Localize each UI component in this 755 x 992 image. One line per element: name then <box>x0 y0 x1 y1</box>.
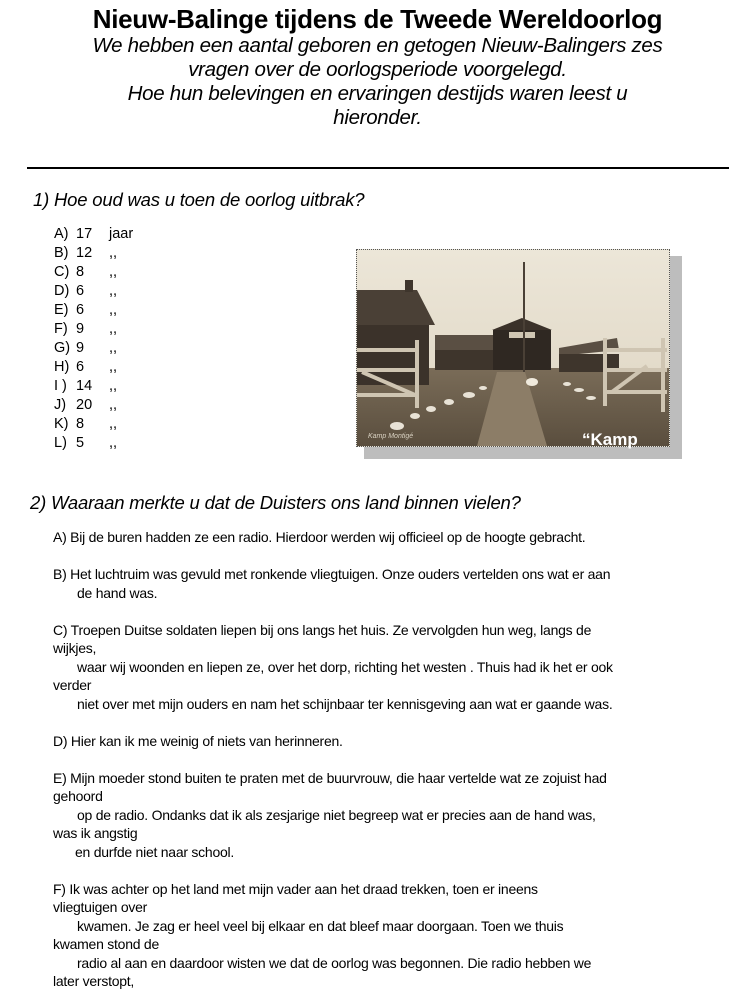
answer-letter: B) <box>54 245 69 261</box>
dog <box>526 378 538 386</box>
answer-age: 9 <box>76 321 85 337</box>
answer-age: 20 <box>76 397 93 413</box>
answer-line: op de radio. Ondanks dat ik als zesjarige niet begreep wat er precies aan de hand was, <box>77 806 596 823</box>
age-answer <box>54 320 133 339</box>
age-answer <box>54 244 133 263</box>
answer-line: F) Ik was achter op het land met mijn vader aan het draad trekken, toen er ineens <box>53 880 538 897</box>
age-answer <box>54 434 133 453</box>
page-title: Nieuw-Balinge tijdens de Tweede Wereldoorlog <box>92 4 663 34</box>
answer-f <box>53 880 733 991</box>
answer-line: A) Bij de buren hadden ze een radio. Hierdoor werden wij officieel op de hoogte gebracht. <box>53 529 586 545</box>
intro-line: vragen over de oorlogsperiode voorgelegd. <box>188 58 567 81</box>
answer-unit: ,, <box>109 416 118 432</box>
intro-line: We hebben een aantal geboren en getogen Nieuw-Balingers zes <box>92 34 663 57</box>
distant-barrack <box>435 350 503 370</box>
age-answer <box>54 377 133 396</box>
answer-unit: ,, <box>109 321 118 337</box>
question-2-answers <box>53 528 733 991</box>
answer-age: 5 <box>76 435 85 451</box>
answer-age: 14 <box>76 378 93 394</box>
answer-letter: I ) <box>54 378 67 394</box>
intro-line: hieronder. <box>333 106 422 129</box>
answer-line: de hand was. <box>77 584 158 601</box>
answer-unit: ,, <box>109 378 118 394</box>
age-answer <box>54 263 133 282</box>
photo-inner-caption: Kamp Montigé <box>368 433 414 440</box>
answer-age: 9 <box>76 340 85 356</box>
flagpole <box>523 262 525 372</box>
horizontal-divider <box>27 167 729 169</box>
answer-line: C) Troepen Duitse soldaten liepen bij ons langs het huis. Ze vervolgden hun weg, langs de <box>53 621 592 638</box>
answer-age: 6 <box>76 283 85 299</box>
answer-letter: D) <box>54 283 70 299</box>
answer-letter: A) <box>54 226 69 242</box>
answer-unit: ,, <box>109 245 118 261</box>
intro-text <box>20 34 735 130</box>
answer-unit: ,, <box>109 283 118 299</box>
answer-age: 6 <box>76 302 85 318</box>
answer-unit: ,, <box>109 435 118 451</box>
answer-letter: F) <box>54 321 68 337</box>
answer-a <box>53 528 733 547</box>
answer-letter: G) <box>54 340 71 356</box>
answer-line: E) Mijn moeder stond buiten te praten met de buurvrouw, die haar vertelde wat ze zojuist had <box>53 769 607 786</box>
answer-line: kwamen. Je zag er heel veel bij elkaar en dat bleef maar doorgaan. Toen we thuis <box>77 917 564 934</box>
answer-line: wijkjes, <box>53 640 97 656</box>
answer-line: was ik angstig <box>53 825 138 841</box>
answer-letter: E) <box>54 302 69 318</box>
answer-letter: H) <box>54 359 70 375</box>
answer-letter: K) <box>54 416 69 432</box>
question-1-heading: 1) Hoe oud was u toen de oorlog uitbrak? <box>33 189 365 210</box>
answer-age: 8 <box>76 416 85 432</box>
answer-letter: J) <box>54 397 67 413</box>
answer-age: 6 <box>76 359 85 375</box>
answer-line: niet over met mijn ouders en nam het schijnbaar ter kennisgeving aan wat er gaande was. <box>77 695 613 712</box>
age-answer <box>54 339 133 358</box>
camp-photo-illustration <box>357 250 669 446</box>
age-answer <box>54 415 133 434</box>
answer-letter: C) <box>54 264 70 280</box>
answer-age: 12 <box>76 245 93 261</box>
answer-line: later verstopt, <box>53 973 135 989</box>
photo-caption: “Kamp <box>582 430 638 449</box>
camp-photo <box>356 249 670 447</box>
answer-line: D) Hier kan ik me weinig of niets van herinneren. <box>53 732 343 749</box>
answer-unit: ,, <box>109 302 118 318</box>
intro-line: Hoe hun belevingen en ervaringen destijds waren leest u <box>127 82 628 105</box>
answer-age: 8 <box>76 264 85 280</box>
answer-unit: ,, <box>109 397 118 413</box>
answer-letter: L) <box>54 435 67 451</box>
answer-unit: ,, <box>109 340 118 356</box>
answer-unit: ,, <box>109 264 118 280</box>
answer-e <box>53 769 733 862</box>
age-answer <box>54 301 133 320</box>
answer-age: 17 <box>76 226 93 242</box>
age-answer <box>54 396 133 415</box>
answer-line: kwamen stond de <box>53 936 159 952</box>
answer-line: radio al aan en daardoor wisten we dat de oorlog was begonnen. Die radio hebben we <box>77 954 592 971</box>
answer-b <box>53 565 733 602</box>
age-answer <box>54 282 133 301</box>
building-sign <box>509 332 535 338</box>
answer-line: B) Het luchtruim was gevuld met ronkende vliegtuigen. Onze ouders vertelden ons wat er aan <box>53 566 611 582</box>
answer-line: en durfde niet naar school. <box>75 843 235 860</box>
age-answer <box>54 225 133 244</box>
distant-barrack-roof <box>435 335 503 350</box>
question-2-heading: 2) Waaraan merkte u dat de Duisters ons land binnen vielen? <box>30 492 521 513</box>
answer-c <box>53 621 733 714</box>
answer-line: waar wij woonden en liepen ze, over het dorp, richting het westen . Thuis had ik het er ook <box>77 658 613 675</box>
answer-line: vliegtuigen over <box>53 899 148 915</box>
answer-unit: jaar <box>109 226 134 242</box>
answer-unit: ,, <box>109 359 118 375</box>
age-answer-list <box>54 225 133 453</box>
answer-line: verder <box>53 677 92 693</box>
age-answer <box>54 358 133 377</box>
answer-line: gehoord <box>53 788 103 804</box>
chimney <box>405 280 413 292</box>
answer-d <box>53 732 733 751</box>
